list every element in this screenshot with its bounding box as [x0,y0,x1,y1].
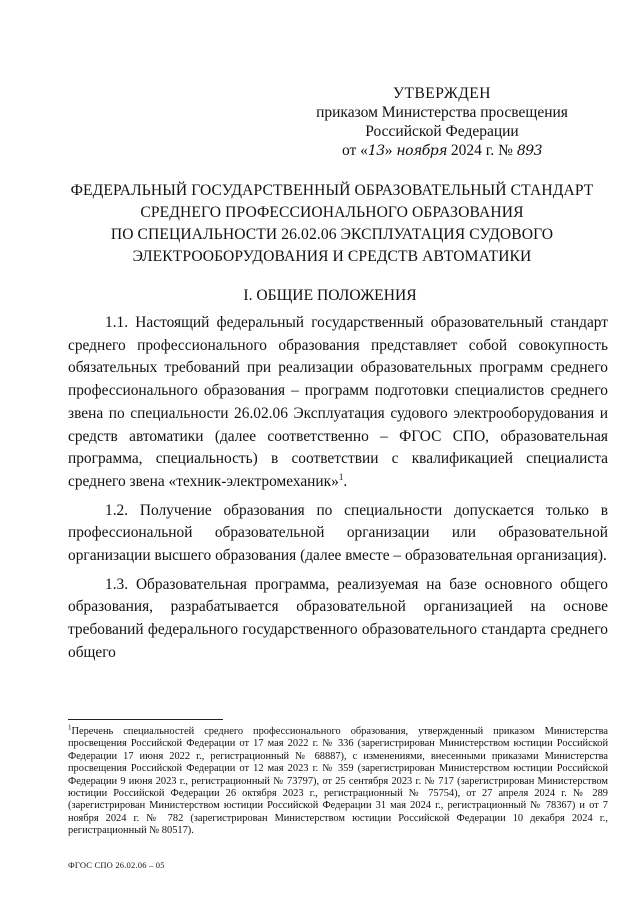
footnote-marker: 1 [68,723,72,732]
standard-title-line-3: ПО СПЕЦИАЛЬНОСТИ 26.02.06 ЭКСПЛУАТАЦИЯ СУДОВОГО [110,226,554,243]
handwritten-order-number: 893 [516,143,543,159]
handwritten-day: 13 [367,143,385,159]
paragraph-1-3: 1.3. Образовательная программа, реализуемая на базе основного общего образования, разрабатывается образовательной организацией на основе требований федерального государственного образовательного стандарта среднего общего [68,575,608,661]
footnote-ref: 1 [338,471,344,482]
paragraph-1-1 [68,312,608,494]
standard-title-line-4: ЭЛЕКТРООБОРУДОВАНИЯ И СРЕДСТВ АВТОМАТИКИ [132,248,532,265]
footnote [68,723,608,838]
handwritten-month: ноября [396,143,448,159]
page-code: ФГОС СПО 26.02.06 – 05 [68,860,165,870]
footnote-separator [68,719,223,720]
standard-title [62,180,602,268]
approval-title: УТВЕРЖДЕН [393,85,491,102]
approval-line-2: Российской Федерации [365,123,519,140]
paragraph-1-1-text: 1.1. Настоящий федеральный государственный образовательный стандарт среднего профессионального образования представляет собой совокупность обязательных требований при реализации образовательных программ среднего профессионального образования – программ подготовки специалистов среднего звена по специальности 26.02.06 Эксплуатация судового электрооборудования и средств автоматики (далее соответственно – ФГОС СПО, образовательная программа, специальность) в соответствии с квалификацией специалиста среднего звена «техник-электромеханик» [68,314,608,490]
footnote-text: Перечень специальностей среднего профессионального образования, утвержденный приказом Министерства просвещения Российской Федерации от 17 мая 2022 г. № 336 (зарегистрирован Министерством юстиции Российской Федерации 17 июня 2022 г., регистрационный № 68887), с изменениями, внесенными приказами Министерства просвещения Российской Федерации от 12 мая 2023 г. № 359 (зарегистрирован Министерством юстиции Российской Федерации 9 июня 2023 г., регистрационный № 73797), от 25 сентября 2023 г. № 717 (зарегистрирован Министерством юстиции Российской Федерации 26 октября 2023 г., регистрационный № 75754), от 27 апреля 2024 г. № 289 (зарегистрирован Министерством юстиции Российской Федерации 31 мая 2024 г., регистрационный № 78367) и от 7 ноября 2024 г. № 782 (зарегистрирован Министерством юстиции Российской Федерации 10 декабря 2024 г., регистрационный № 80517). [68,726,608,837]
year-text: 2024 г. № [450,142,513,159]
body-text [68,312,608,671]
date-prefix: от « [341,142,368,159]
standard-title-line-1: ФЕДЕРАЛЬНЫЙ ГОСУДАРСТВЕННЫЙ ОБРАЗОВАТЕЛЬНЫЙ СТАНДАРТ [70,182,594,199]
paragraph-1-1-end: . [343,472,348,490]
date-close-quote: » [384,142,393,159]
paragraph-1-2: 1.2. Получение образования по специальности допускается только в профессиональной образовательной организации или образовательной организации высшего образования (далее вместе – образовательная организация). [68,501,608,565]
approval-date-line [302,141,582,161]
approval-block [302,84,582,161]
standard-title-line-2: СРЕДНЕГО ПРОФЕССИОНАЛЬНОГО ОБРАЗОВАНИЯ [140,204,524,221]
section-heading: I. ОБЩИЕ ПОЛОЖЕНИЯ [243,287,417,304]
approval-line-1: приказом Министерства просвещения [316,104,568,121]
